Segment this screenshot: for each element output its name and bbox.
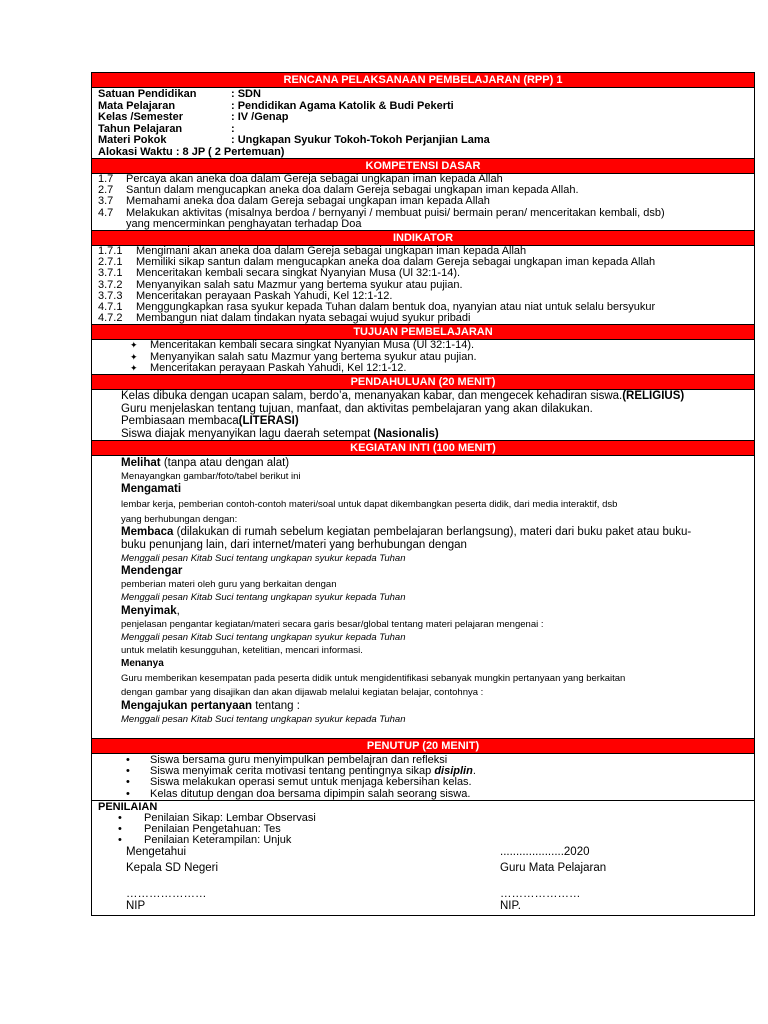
activity-desc: Menayangkan gambar/foto/tabel berikut ini [121,471,301,483]
character-tag: (LITERASI) [238,415,299,428]
signature-block [98,846,750,912]
indikator-item [98,257,750,268]
activity-desc: lembar kerja, pemberian contoh-contoh materi/soal untuk dapat dikembangkan peserta didik, dari media interaktif, dsb [121,499,618,511]
indikator-text: Menggungkapkan rasa syukur kepada Tuhan dalam bentuk doa, nyanyian atau niat untuk selalu bersyukur [136,302,656,314]
signature-left [98,846,500,912]
activity-desc: Guru memberikan kesempatan pada peserta didik untuk mengidentifikasi sebanyak mungkin pertanyaan yang berkaitan [121,673,626,685]
inti-header: KEGIATAN INTI (100 MENIT) [92,440,754,456]
pendahuluan-header: PENDAHULUAN (20 MENIT) [92,374,754,390]
kompetensi-text: Melakukan aktivitas (misalnya berdoa / bernyanyi / membuat puisi/ bermain peran/ menceritakan kembali, dsb) [126,207,665,219]
penutup-header: PENUTUP (20 MENIT) [92,738,754,754]
kompetensi-item [98,208,750,219]
identity-value: : Pendidikan Agama Katolik & Budi Pekerti [231,99,454,112]
pendahuluan-text: Siswa diajak menyanyikan lagu daerah setempat [121,427,374,440]
kompetensi-num: 2.7 [98,185,114,197]
kompetensi-text: Santun dalam mengucapkan aneka doa dalam Gereja sebagai ungkapan iman kepada Allah. [126,185,579,197]
penutup-text: Kelas ditutup dengan doa bersama dipimpin salah seorang siswa. [150,787,471,800]
character-tag: (RELIGIUS) [622,390,685,403]
kompetensi-item [98,174,750,185]
identity-row [98,112,750,124]
indikator-num: 2.7.1 [98,257,123,269]
identity-value: : SDN [231,88,261,100]
penilaian-list [98,813,750,847]
penutup-list [98,755,750,800]
activity-note: tentang : [252,700,300,713]
tujuan-text: Menceritakan kembali secara singkat Nyanyian Musa (Ul 32:1-14). [150,339,475,352]
activity-desc: untuk melatih kesungguhan, ketelitian, mencari informasi. [121,645,363,657]
activity-title: Mengamati [121,483,182,496]
identity-label: Materi Pokok [98,134,167,146]
rpp-document [91,72,755,916]
kompetensi-num: 1.7 [98,174,114,185]
tujuan-list [98,340,750,374]
penilaian-text: Penilaian Pengetahuan: Tes [144,823,281,836]
penilaian-text: Penilaian Keterampilan: Unjuk [144,834,292,847]
penutup-text: Siswa bersama guru menyimpulkan pembelajran dan refleksi [150,754,448,767]
penilaian-text: Penilaian Sikap: Lembar Observasi [144,811,316,824]
bullet-icon: • [118,811,122,824]
penutup-section [92,754,754,800]
kompetensi-section [92,174,754,230]
pendahuluan-text: Pembiasaan membaca [121,415,239,428]
activity-desc: yang berhubungan dengan: [121,514,238,526]
inti-section [92,456,754,738]
pendahuluan-line: Guru menjelaskan tentang tujuan, manfaat, dan aktivitas pembelajaran yang akan dilakukan. [121,402,593,415]
penilaian-header: PENILAIAN [98,800,158,813]
signature-right [500,846,750,912]
list-item [98,835,750,846]
kompetensi-text: Memahami aneka doa dalam Gereja sebagai ungkapan iman kepada Allah [126,196,490,208]
topic-text: Menggali pesan Kitab Suci tentang ungkapan syukur kepada Tuhan [121,714,406,726]
activity-melihat [121,456,750,470]
pendahuluan-section [92,390,754,440]
identity-row [98,89,750,101]
list-item [98,363,750,374]
indikator-num: 3.7.2 [98,279,123,291]
indikator-section [92,246,754,324]
punctuation: , [176,605,180,618]
character-tag: (Nasionalis) [373,427,439,440]
activity-title: Menyimak [121,605,177,618]
tujuan-header: TUJUAN PEMBELAJARAN [92,324,754,340]
kompetensi-num: 4.7 [98,207,114,219]
indikator-text: Menceritakan kembali secara singkat Nyanyian Musa (Ul 32:1-14). [136,268,461,280]
list-item [98,789,750,800]
bullet-icon: • [118,823,122,836]
kompetensi-item [98,196,750,207]
identity-section [92,88,754,158]
indikator-item [98,291,750,302]
activity-title: Mendengar [121,565,183,578]
identity-value: : Ungkapan Syukur Tokoh-Tokoh Perjanjian Lama [231,134,490,146]
topic-text: Menggali pesan Kitab Suci tentang ungkapan syukur kepada Tuhan [121,592,406,604]
star-bullet-icon: ✦ [130,351,138,362]
alokasi-waktu: Alokasi Waktu : 8 JP ( 2 Pertemuan) [98,145,285,158]
activity-desc: dengan gambar yang disajikan dan akan dijawab melalui kegiatan belajar, contohnya : [121,687,484,699]
sign-guru: Guru Mata Pelajaran [500,862,607,875]
star-bullet-icon: ✦ [130,362,138,373]
indikator-text: Membangun niat dalam tindakan nyata sebagai wujud syukur pribadi [136,313,471,325]
activity-title: Melihat [121,457,161,470]
kompetensi-num: 3.7 [98,196,114,208]
identity-label: Mata Pelajaran [98,99,176,112]
activity-note: (tanpa atau dengan alat) [160,457,290,470]
indikator-text: Memiliki sikap santun dalam mengucapkan aneka doa dalam Gereja sebagai ungkapan iman kepada Allah [136,257,656,269]
penutup-text: Siswa menyimak cerita motivasi tentang pentingnya sikap [150,765,435,778]
indikator-header: INDIKATOR [92,230,754,246]
sign-nip: NIP. [500,900,521,913]
activity-mengajukan [121,699,750,713]
activity-desc: pemberian materi oleh guru yang berkaitan dengan [121,579,337,591]
identity-label: Satuan Pendidikan [98,88,197,100]
kompetensi-text: Percaya akan aneka doa dalam Gereja sebagai ungkapan iman kepada Allah [126,174,503,185]
indikator-item [98,246,750,257]
activity-desc: buku penunjang lain, dari internet/materi yang berhubungan dengan [121,539,467,552]
emphasis-text: disiplin [434,765,473,778]
indikator-num: 4.7.1 [98,302,123,314]
sign-kepala: Kepala SD Negeri [126,862,219,875]
identity-label: Tahun Pelajaran [98,122,183,135]
sign-dots: ………………… [500,888,581,901]
sign-nip: NIP [126,900,146,913]
sign-mengetahui: Mengetahui [126,846,187,859]
bullet-icon: • [126,776,130,789]
tujuan-text: Menceritakan perayaan Paskah Yahudi, Kel 12:1-12. [150,361,407,374]
indikator-item [98,268,750,279]
indikator-num: 3.7.3 [98,290,123,302]
document-title: RENCANA PELAKSANAAN PEMBELAJARAN (RPP) 1 [92,73,754,88]
penilaian-section [92,800,754,916]
pendahuluan-line [121,390,750,403]
identity-label: Kelas /Semester [98,111,183,123]
pendahuluan-text: Kelas dibuka dengan ucapan salam, berdo’a, menanyakan kabar, dan mengecek kehadiran siswa. [121,390,623,403]
bullet-icon: • [126,765,130,778]
activity-membaca [121,526,750,539]
star-bullet-icon: ✦ [130,340,138,351]
topic-text: Menggali pesan Kitab Suci tentang ungkapan syukur kepada Tuhan [121,553,406,565]
identity-row [98,135,750,147]
activity-menyimak [121,604,750,618]
sign-dots: ………………… [126,888,207,901]
indikator-num: 4.7.2 [98,313,123,325]
kompetensi-continuation: yang mencerminkan penghayatan terhadap Doa [126,218,362,230]
indikator-item [98,280,750,291]
sign-date: ....................2020 [500,846,590,859]
bullet-icon: • [126,787,130,800]
pendahuluan-line [121,428,750,441]
indikator-num: 3.7.1 [98,268,123,280]
activity-title: Membaca [121,526,174,539]
identity-value: : IV /Genap [231,111,289,123]
indikator-text: Menceritakan perayaan Paskah Yahudi, Kel 12:1-12. [136,290,393,302]
pendahuluan-line [121,415,750,428]
activity-title: Menanya [121,658,164,670]
tujuan-section [92,340,754,374]
activity-desc: penjelasan pengantar kegiatan/materi secara garis besar/global tentang materi pelajaran mengenai : [121,619,544,631]
activity-note: (dilakukan di rumah sebelum kegiatan pembelajaran berlangsung), materi dari buku paket atau buku- [173,526,692,539]
tujuan-text: Menyanyikan salah satu Mazmur yang bertema syukur atau pujian. [150,350,477,363]
indikator-item [98,302,750,313]
topic-text: Menggali pesan Kitab Suci tentang ungkapan syukur kepada Tuhan [121,632,406,644]
indikator-text: Menyanyikan salah satu Mazmur yang bertema syukur atau pujian. [136,279,463,291]
kompetensi-header: KOMPETENSI DASAR [92,158,754,174]
bullet-icon: • [118,834,122,847]
punctuation: . [472,765,476,778]
activity-title: Mengajukan pertanyaan [121,700,253,713]
bullet-icon: • [126,754,130,767]
kompetensi-item [98,185,750,196]
penutup-text: Siswa melakukan operasi semut untuk menjaga kebersihan kelas. [150,776,472,789]
identity-row [98,101,750,113]
indikator-item [98,313,750,324]
indikator-text: Mengimani akan aneka doa dalam Gereja sebagai ungkapan iman kepada Allah [136,246,527,258]
identity-value: : [231,122,235,135]
indikator-num: 1.7.1 [98,246,123,258]
